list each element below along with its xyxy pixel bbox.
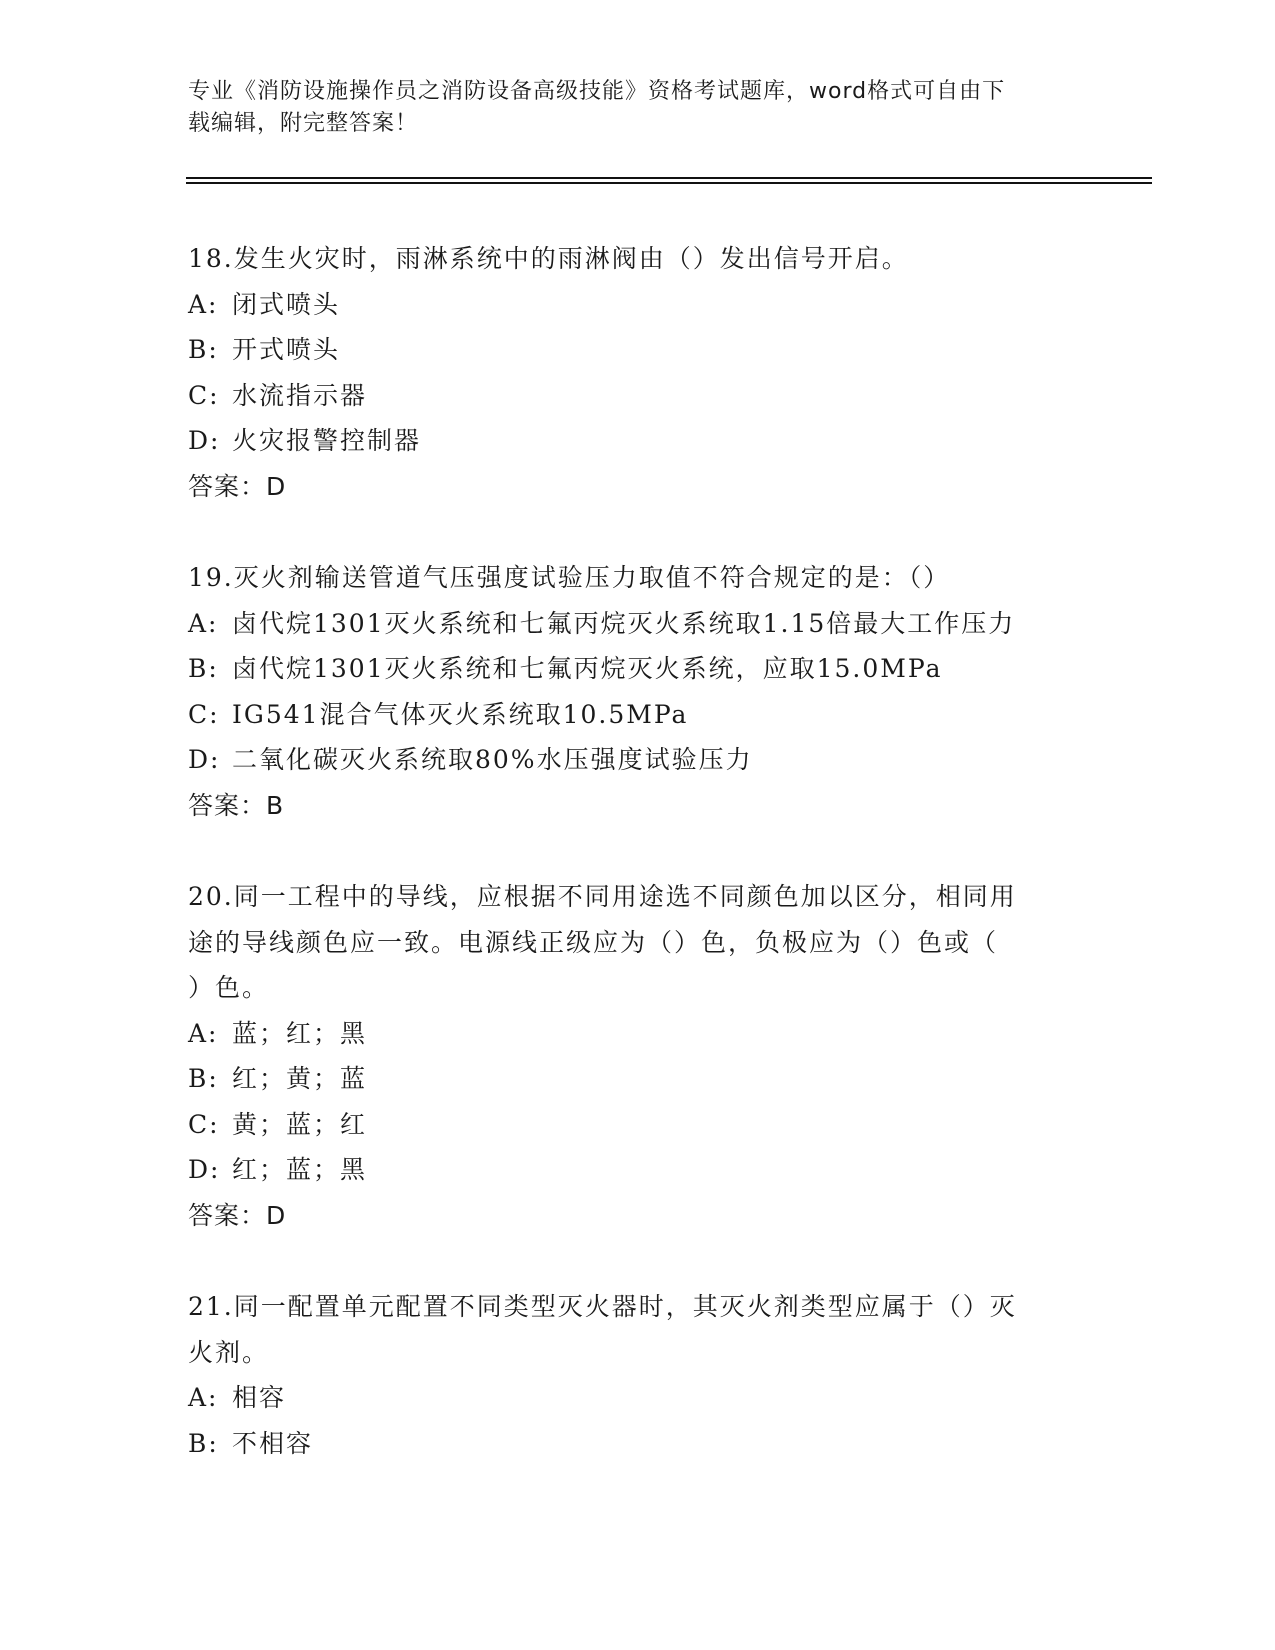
option-key: A: [188,608,219,638]
answer-option [188,1011,1088,1057]
option-text: 红；黄；蓝 [232,1064,368,1093]
option-key: D: [188,745,221,774]
answer-option [188,601,1088,647]
option-text: 闭式喷头 [232,289,341,319]
option-key: C: [188,380,220,410]
option-text: 水流指示器 [232,380,368,410]
answer-option [188,646,1088,692]
option-key: D: [188,1155,221,1184]
answer-option [188,1421,1088,1467]
option-text: 黄；蓝；红 [232,1109,368,1139]
answer-option [188,692,1088,738]
option-key: B: [188,335,219,364]
question-list [188,236,1088,1512]
answer-line: 答案：D [188,471,287,501]
answer-option [188,1147,1088,1193]
option-key: C: [188,699,220,729]
option-key: A: [188,289,219,319]
option-key: B: [188,1064,219,1093]
option-text: 红；蓝；黑 [232,1155,368,1184]
option-key: D: [188,426,221,455]
answer-option [188,1375,1088,1421]
question-stem: 19.灭火剂输送管道气压强度试验压力取值不符合规定的是：（） [188,563,951,592]
question-item [188,874,1088,1238]
header-line-2: 载编辑，附完整答案！ [188,111,419,136]
answer-option [188,418,1088,464]
answer-option [188,737,1088,783]
question-stem: 18.发生火灾时，雨淋系统中的雨淋阀由（）发出信号开启。 [188,244,909,273]
option-key: B: [188,1428,219,1458]
option-text: 二氧化碳灭火系统取80%水压强度试验压力 [232,745,753,774]
option-text: 相容 [232,1383,287,1412]
answer-option [188,282,1088,328]
option-text: 开式喷头 [232,335,341,364]
answer-option [188,373,1088,419]
question-stem: ）色。 [188,973,270,1002]
header-divider-bottom [186,182,1152,184]
option-text: 卤代烷1301灭火系统和七氟丙烷灭火系统，应取15.0MPa [232,654,943,683]
question-item [188,1284,1088,1466]
question-stem: 21.同一配置单元配置不同类型灭火器时，其灭火剂类型应属于（）灭 [188,1292,1017,1321]
option-key: C: [188,1109,220,1139]
option-key: A: [188,1383,219,1412]
option-key: A: [188,1018,219,1048]
question-item [188,236,1088,509]
answer-option [188,1102,1088,1148]
question-stem: 途的导线颜色应一致。电源线正级应为（）色，负极应为（）色或（ [188,927,999,957]
question-stem: 20.同一工程中的导线，应根据不同用途选不同颜色加以区分，相同用 [188,882,1017,911]
answer-line: 答案：B [188,790,285,820]
answer-line: 答案：D [188,1200,287,1230]
question-item [188,555,1088,828]
option-text: 火灾报警控制器 [232,426,422,455]
option-key: B: [188,654,219,683]
option-text: 不相容 [232,1428,314,1458]
document-header [188,76,1068,140]
option-text: 卤代烷1301灭火系统和七氟丙烷灭火系统取1.15倍最大工作压力 [232,608,1016,638]
answer-option [188,1056,1088,1102]
header-line-1: 专业《消防设施操作员之消防设备高级技能》资格考试题库，word格式可自由下 [188,79,1006,104]
answer-option [188,327,1088,373]
option-text: IG541混合气体灭火系统取10.5MPa [232,699,689,729]
option-text: 蓝；红；黑 [232,1018,368,1048]
question-stem: 火剂。 [188,1337,270,1367]
header-divider-top [186,177,1152,179]
